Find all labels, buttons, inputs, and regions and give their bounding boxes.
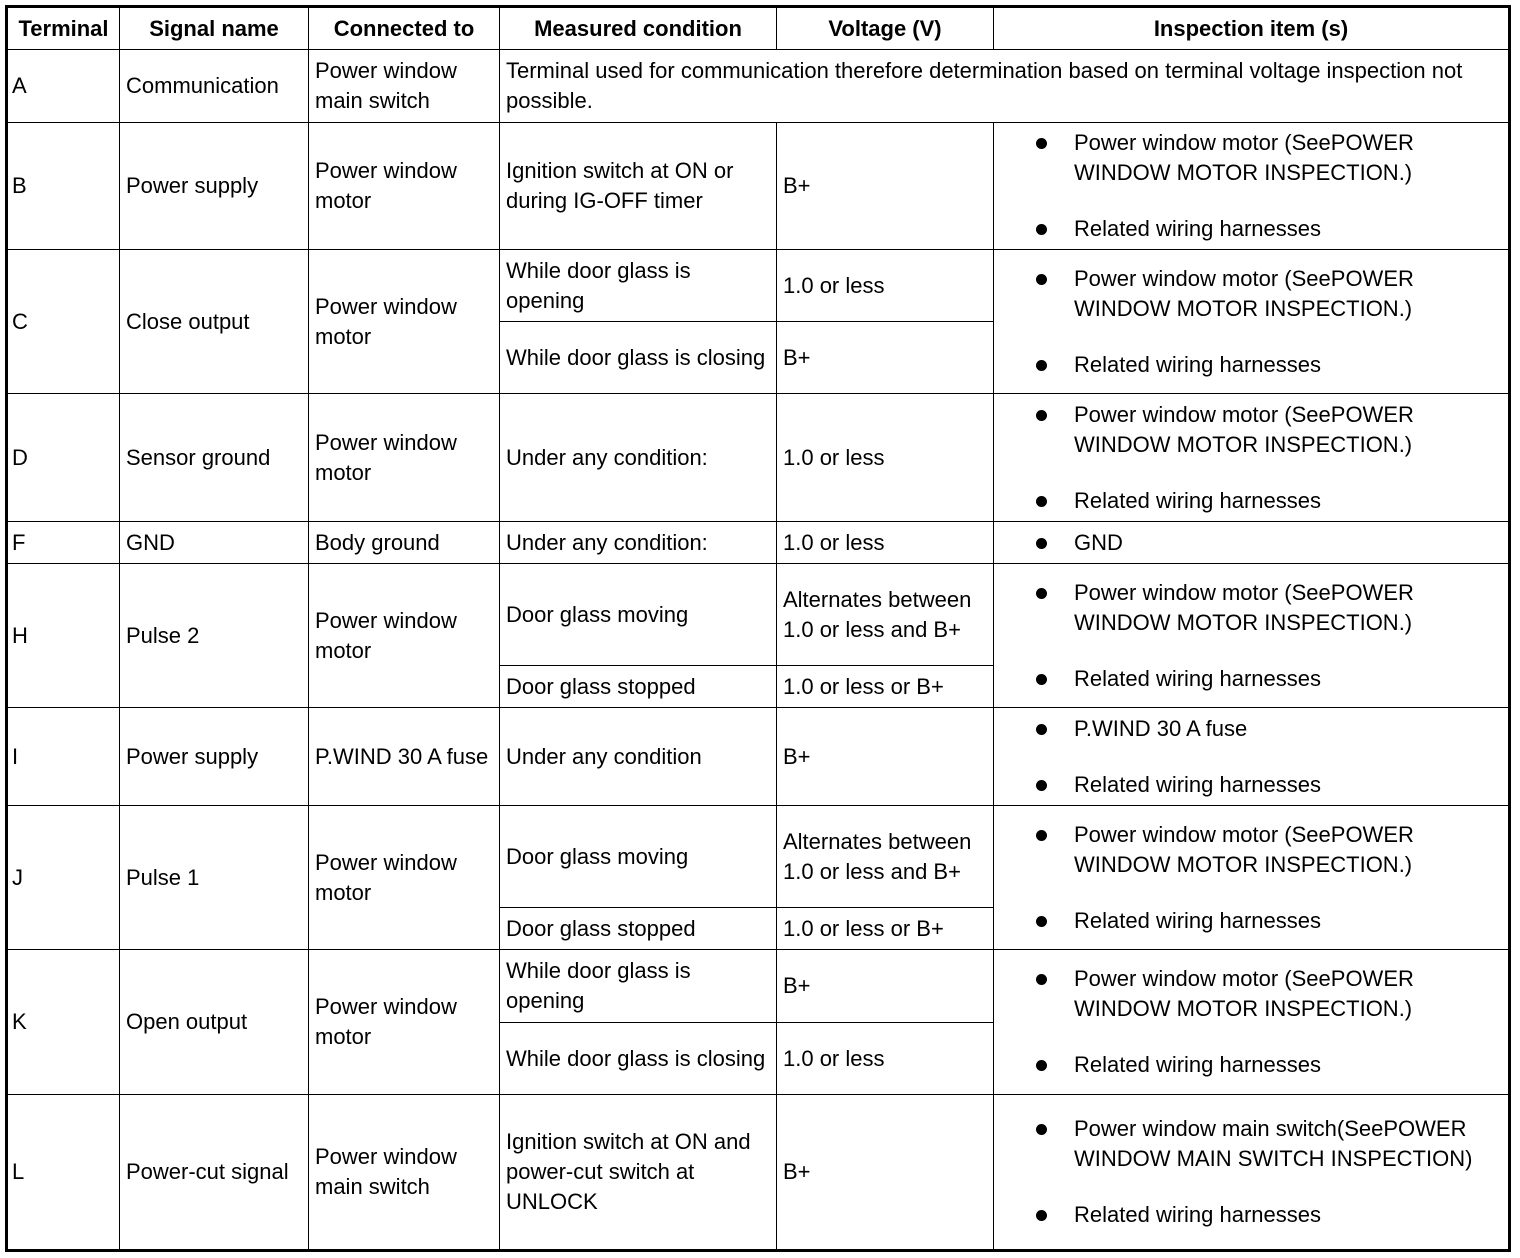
voltage-cell: Alternates between 1.0 or less and B+ xyxy=(777,806,994,908)
voltage-cell: 1.0 or less xyxy=(777,394,994,522)
condition-cell: Under any condition: xyxy=(500,522,777,564)
list-item: Related wiring harnesses xyxy=(1034,1050,1500,1080)
list-item: Power window motor (SeePOWER WINDOW MOTOR INSPECTION.) xyxy=(1034,128,1500,188)
condition-cell: Ignition switch at ON and power-cut switch at UNLOCK xyxy=(500,1095,777,1251)
table-row xyxy=(7,250,1510,322)
signal-name-cell: Open output xyxy=(120,950,309,1095)
connected-to-cell: Power window main switch xyxy=(309,1095,500,1251)
list-item: Related wiring harnesses xyxy=(1034,906,1500,936)
list-item: Related wiring harnesses xyxy=(1034,350,1500,380)
list-item: Related wiring harnesses xyxy=(1034,214,1500,244)
list-item: Power window main switch(SeePOWER WINDOW MAIN SWITCH INSPECTION) xyxy=(1034,1114,1500,1174)
signal-name-cell: Pulse 2 xyxy=(120,564,309,708)
terminal-cell: D xyxy=(7,394,120,522)
communication-note-cell: Terminal used for communication therefore determination based on terminal voltage inspection not possible. xyxy=(500,50,1510,123)
condition-cell: Ignition switch at ON or during IG-OFF timer xyxy=(500,123,777,250)
inspection-list xyxy=(1034,714,1500,800)
condition-cell: Under any condition xyxy=(500,708,777,806)
header-voltage: Voltage (V) xyxy=(777,7,994,50)
condition-cell: Door glass stopped xyxy=(500,666,777,708)
inspection-cell xyxy=(994,522,1510,564)
list-item: Related wiring harnesses xyxy=(1034,1200,1500,1230)
inspection-cell xyxy=(994,1095,1510,1251)
terminal-cell: H xyxy=(7,564,120,708)
condition-cell: Door glass moving xyxy=(500,806,777,908)
inspection-list xyxy=(1034,128,1500,244)
terminal-cell: K xyxy=(7,950,120,1095)
connected-to-cell: Power window motor xyxy=(309,250,500,394)
terminal-cell: C xyxy=(7,250,120,394)
table-row xyxy=(7,950,1510,1023)
list-item: Power window motor (SeePOWER WINDOW MOTOR INSPECTION.) xyxy=(1034,400,1500,460)
terminal-cell: F xyxy=(7,522,120,564)
voltage-cell: B+ xyxy=(777,950,994,1023)
connected-to-cell: Body ground xyxy=(309,522,500,564)
inspection-list xyxy=(1034,820,1500,936)
header-row xyxy=(7,7,1510,50)
connected-to-cell: Power window motor xyxy=(309,950,500,1095)
signal-name-cell: Power-cut signal xyxy=(120,1095,309,1251)
signal-name-cell: Sensor ground xyxy=(120,394,309,522)
table-row xyxy=(7,50,1510,123)
list-item: P.WIND 30 A fuse xyxy=(1034,714,1500,744)
inspection-cell xyxy=(994,123,1510,250)
list-item: Related wiring harnesses xyxy=(1034,664,1500,694)
condition-cell: Under any condition: xyxy=(500,394,777,522)
signal-name-cell: Communication xyxy=(120,50,309,123)
condition-cell: While door glass is opening xyxy=(500,950,777,1023)
inspection-list xyxy=(1034,578,1500,694)
header-inspection-items: Inspection item (s) xyxy=(994,7,1510,50)
list-item: Power window motor (SeePOWER WINDOW MOTOR INSPECTION.) xyxy=(1034,578,1500,638)
condition-cell: While door glass is closing xyxy=(500,1023,777,1095)
voltage-cell: B+ xyxy=(777,1095,994,1251)
voltage-cell: 1.0 or less xyxy=(777,1023,994,1095)
inspection-list xyxy=(1034,400,1500,516)
table-row xyxy=(7,123,1510,250)
terminal-cell: A xyxy=(7,50,120,123)
table-row xyxy=(7,394,1510,522)
connected-to-cell: P.WIND 30 A fuse xyxy=(309,708,500,806)
inspection-list xyxy=(1034,964,1500,1080)
inspection-cell xyxy=(994,250,1510,394)
header-signal-name: Signal name xyxy=(120,7,309,50)
list-item: Related wiring harnesses xyxy=(1034,486,1500,516)
inspection-list xyxy=(1034,264,1500,380)
connected-to-cell: Power window motor xyxy=(309,806,500,950)
header-connected-to: Connected to xyxy=(309,7,500,50)
condition-cell: While door glass is closing xyxy=(500,322,777,394)
voltage-cell: Alternates between 1.0 or less and B+ xyxy=(777,564,994,666)
voltage-cell: B+ xyxy=(777,123,994,250)
terminal-cell: J xyxy=(7,806,120,950)
list-item: Power window motor (SeePOWER WINDOW MOTOR INSPECTION.) xyxy=(1034,264,1500,324)
table-row xyxy=(7,522,1510,564)
header-measured-condition: Measured condition xyxy=(500,7,777,50)
signal-name-cell: GND xyxy=(120,522,309,564)
list-item: Power window motor (SeePOWER WINDOW MOTOR INSPECTION.) xyxy=(1034,964,1500,1024)
inspection-cell xyxy=(994,564,1510,708)
header-terminal: Terminal xyxy=(7,7,120,50)
list-item: GND xyxy=(1034,528,1500,558)
table-row xyxy=(7,1095,1510,1251)
connected-to-cell: Power window main switch xyxy=(309,50,500,123)
signal-name-cell: Pulse 1 xyxy=(120,806,309,950)
terminal-cell: I xyxy=(7,708,120,806)
inspection-cell xyxy=(994,708,1510,806)
signal-name-cell: Close output xyxy=(120,250,309,394)
condition-cell: Door glass moving xyxy=(500,564,777,666)
table-row xyxy=(7,564,1510,666)
voltage-cell: 1.0 or less xyxy=(777,250,994,322)
list-item: Related wiring harnesses xyxy=(1034,770,1500,800)
voltage-cell: B+ xyxy=(777,322,994,394)
inspection-list xyxy=(1034,528,1500,558)
inspection-list xyxy=(1034,1114,1500,1230)
table-row xyxy=(7,708,1510,806)
inspection-cell xyxy=(994,394,1510,522)
voltage-cell: 1.0 or less or B+ xyxy=(777,908,994,950)
voltage-cell: 1.0 or less xyxy=(777,522,994,564)
inspection-cell xyxy=(994,806,1510,950)
condition-cell: Door glass stopped xyxy=(500,908,777,950)
list-item: Power window motor (SeePOWER WINDOW MOTOR INSPECTION.) xyxy=(1034,820,1500,880)
signal-name-cell: Power supply xyxy=(120,708,309,806)
condition-cell: While door glass is opening xyxy=(500,250,777,322)
terminal-cell: L xyxy=(7,1095,120,1251)
table-row xyxy=(7,806,1510,908)
signal-name-cell: Power supply xyxy=(120,123,309,250)
connected-to-cell: Power window motor xyxy=(309,123,500,250)
connected-to-cell: Power window motor xyxy=(309,394,500,522)
voltage-cell: B+ xyxy=(777,708,994,806)
connected-to-cell: Power window motor xyxy=(309,564,500,708)
voltage-cell: 1.0 or less or B+ xyxy=(777,666,994,708)
inspection-cell xyxy=(994,950,1510,1095)
terminal-cell: B xyxy=(7,123,120,250)
terminal-inspection-table xyxy=(5,5,1511,1252)
